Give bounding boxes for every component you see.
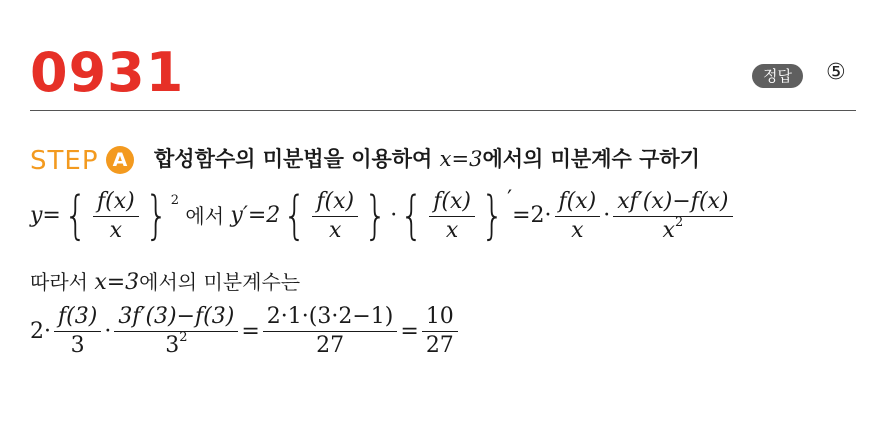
y-equals: y= <box>30 203 61 228</box>
denominator-base: x <box>662 217 675 243</box>
fraction-result <box>422 306 458 357</box>
fraction-numerator: 3f′(3)−f(3) <box>114 306 238 332</box>
dot-operator: · <box>603 203 611 228</box>
fraction-denominator: x <box>571 217 584 243</box>
exponent: 2 <box>179 330 188 345</box>
evaluation-line <box>30 306 461 357</box>
dot-operator: · <box>104 318 112 344</box>
exponent: 2 <box>674 214 684 230</box>
step-label: STEP <box>30 146 99 176</box>
fraction-denominator: x <box>445 217 459 243</box>
math-x-equals-3: x=3 <box>94 270 140 295</box>
exponent: 2 <box>170 192 180 208</box>
denominator-base: 3 <box>165 333 180 358</box>
fraction-f-over-x <box>312 188 358 243</box>
fraction-f-over-x <box>555 188 601 243</box>
fraction-denominator: 27 <box>316 333 345 358</box>
fraction-substituted <box>263 306 398 357</box>
fraction-denominator: 27 <box>425 333 454 358</box>
evaluation-text <box>30 266 300 295</box>
left-brace: { <box>63 186 88 246</box>
step-title-math: x=3 <box>439 147 483 171</box>
fraction-f3-over-3 <box>54 306 101 357</box>
text-after: 에서의 미분계수는 <box>139 270 301 294</box>
fraction-numerator: 2·1·(3·2−1) <box>263 306 398 332</box>
fraction-numerator: f(3) <box>54 306 101 332</box>
fraction-f-over-x <box>93 188 139 243</box>
right-brace: } <box>480 186 505 246</box>
equals-sign: = <box>241 318 260 344</box>
equals-sign: = <box>400 318 419 344</box>
fraction-numerator: f(x) <box>429 191 475 217</box>
fraction-numerator: f(x) <box>555 191 601 217</box>
fraction-f-over-x <box>429 188 475 243</box>
lead-coefficient: 2· <box>30 318 51 344</box>
right-brace: } <box>364 186 388 246</box>
left-brace: { <box>400 186 424 246</box>
answer-value: ⑤ <box>826 60 846 85</box>
answer-label-badge: 정답 <box>752 64 803 88</box>
fraction-denominator <box>613 214 732 243</box>
fraction-denominator <box>114 332 238 357</box>
fraction-numerator: 10 <box>422 306 458 332</box>
dot-operator: · <box>390 203 398 228</box>
problem-number: 0931 <box>30 41 185 104</box>
fraction-quotient-at-3 <box>114 306 238 357</box>
yprime-equals: y′=2 <box>230 203 281 228</box>
left-brace: { <box>283 186 307 246</box>
right-brace: } <box>144 186 168 246</box>
equals-two-dot: =2· <box>512 203 552 228</box>
fraction-denominator: 3 <box>70 333 85 358</box>
fraction-numerator: xf′(x)−f(x) <box>613 191 732 217</box>
prime-mark: ′ <box>507 187 513 212</box>
step-marker-circle: A <box>106 146 134 174</box>
header-divider <box>30 110 856 111</box>
fraction-numerator: f(x) <box>93 191 139 217</box>
fraction-denominator: x <box>329 217 342 243</box>
connector-text: 에서 <box>179 204 231 228</box>
fraction-denominator: x <box>109 217 123 243</box>
text-before: 따라서 <box>30 270 95 294</box>
step-title: 합성함수의 미분법을 이용하여 x=3에서의 미분계수 구하기 <box>154 147 700 171</box>
fraction-numerator: f(x) <box>312 191 358 217</box>
fraction-quotient-rule <box>613 188 732 243</box>
derivative-line <box>30 186 736 246</box>
